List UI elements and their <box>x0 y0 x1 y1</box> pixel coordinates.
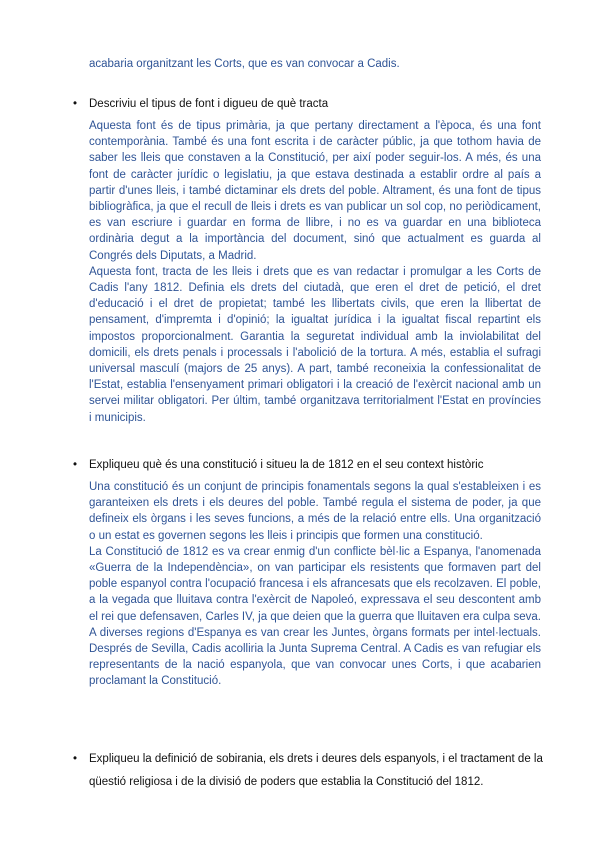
answer-1 <box>89 118 541 426</box>
question-3 <box>73 748 543 794</box>
intro-line: acabaria organitzant les Corts, que es van convocar a Cadis. <box>89 58 400 70</box>
answer-1-paragraph-1: Aquesta font és de tipus primària, ja que pertany directament a l'època, és una font contemporània. També és una font escrita i de caràcter públic, ja que tothom havia de saber les lleis que constaven a la Constitució, per així poder seguir-los. A més, és una font de caràcter jurídic o legislatiu, ja que estava destinada a establir ordre al país a partir d'unes lleis, i també dictaminar els drets del poble. Altrament, és una font de tipus bibliogràfica, ja que el recull de lleis i drets es van publicar un sol cop, no periòdicament, es van escriure i guardar en forma de llibre, i no es va guardar en una biblioteca ordinària degut a la importància del document, sinó que actualment es guarda al Congrés dels Diputats, a Madrid. <box>89 120 541 262</box>
answer-2-paragraph-2: La Constitució de 1812 es va crear enmig d'un conflicte bèl·lic a Espanya, l'anomenada «Guerra de la Independència», on van participar els resistents que formaven part del poble espanyol contra l'ocupació francesa i els afrancesats que els recolzaven. El poble, a la vegada que lluitava contra l'exèrcit de Napoleó, expressava el seu descontent amb el rei que defensaven, Carles IV, ja que deien que la guerra que lluitaven era culpa seva. A diverses regions d'Espanya es van crear les Juntes, òrgans formats per intel·lectuals. Després de Sevilla, Cadis acolliria la Junta Suprema Central. A Cadis es van refugiar els representants de la nació espanyola, que van convocar unes Corts, i que acabarien proclamant la Constitució. <box>89 545 541 688</box>
answer-1-paragraph-2: Aquesta font, tracta de les lleis i drets que es van redactar i promulgar a les Corts de Cadis l'any 1812. Definia els drets del ciutadà, que eren el dret de petició, el dret d'educació i el dret de propietat; també les llibertats civils, que eren la llibertat de pensament, d'impremta i d'opinió; la igualtat jurídica i la igualtat fiscal repartint els impostos proporcionalment. Garantia la seguretat individual amb la inviolabilitat del domicili, els drets penals i processals i l'abolició de la tortura. A més, establia el sufragi universal masculí (majors de 25 anys). A part, també reconeixia la confessionalitat de l'Estat, establia l'ensenyament primari obligatori i la creació de l'exèrcit nacional amb un servei militar obligatori. Per últim, també organitzava territorialment l'Estat en províncies i municipis. <box>89 265 541 424</box>
answer-2 <box>89 479 541 690</box>
question-1 <box>73 95 543 114</box>
bullet-icon: • <box>73 753 78 765</box>
question-1-text: Descriviu el tipus de font i digueu de què tracta <box>89 98 329 110</box>
bullet-icon: • <box>73 98 78 110</box>
answer-2-paragraph-1: Una constitució és un conjunt de principis fonamentals segons la qual s'estableixen i es garanteixen els drets i els deures del poble. També regula el sistema de poder, ja que defineix els òrgans i les seves funcions, a més de la relació entre ells. Una organització o un estat es governen segons les lleis i principis que formen una constitució. <box>89 481 541 542</box>
question-3-text: Expliqueu la definició de sobirania, els drets i deures dels espanyols, i el tractament de la qüestió religiosa i de la divisió de poders que establia la Constitució del 1812. <box>89 753 543 788</box>
bullet-icon: • <box>73 459 78 471</box>
question-2-text: Expliqueu què és una constitució i situeu la de 1812 en el seu context històric <box>89 459 484 471</box>
question-2 <box>73 456 543 475</box>
